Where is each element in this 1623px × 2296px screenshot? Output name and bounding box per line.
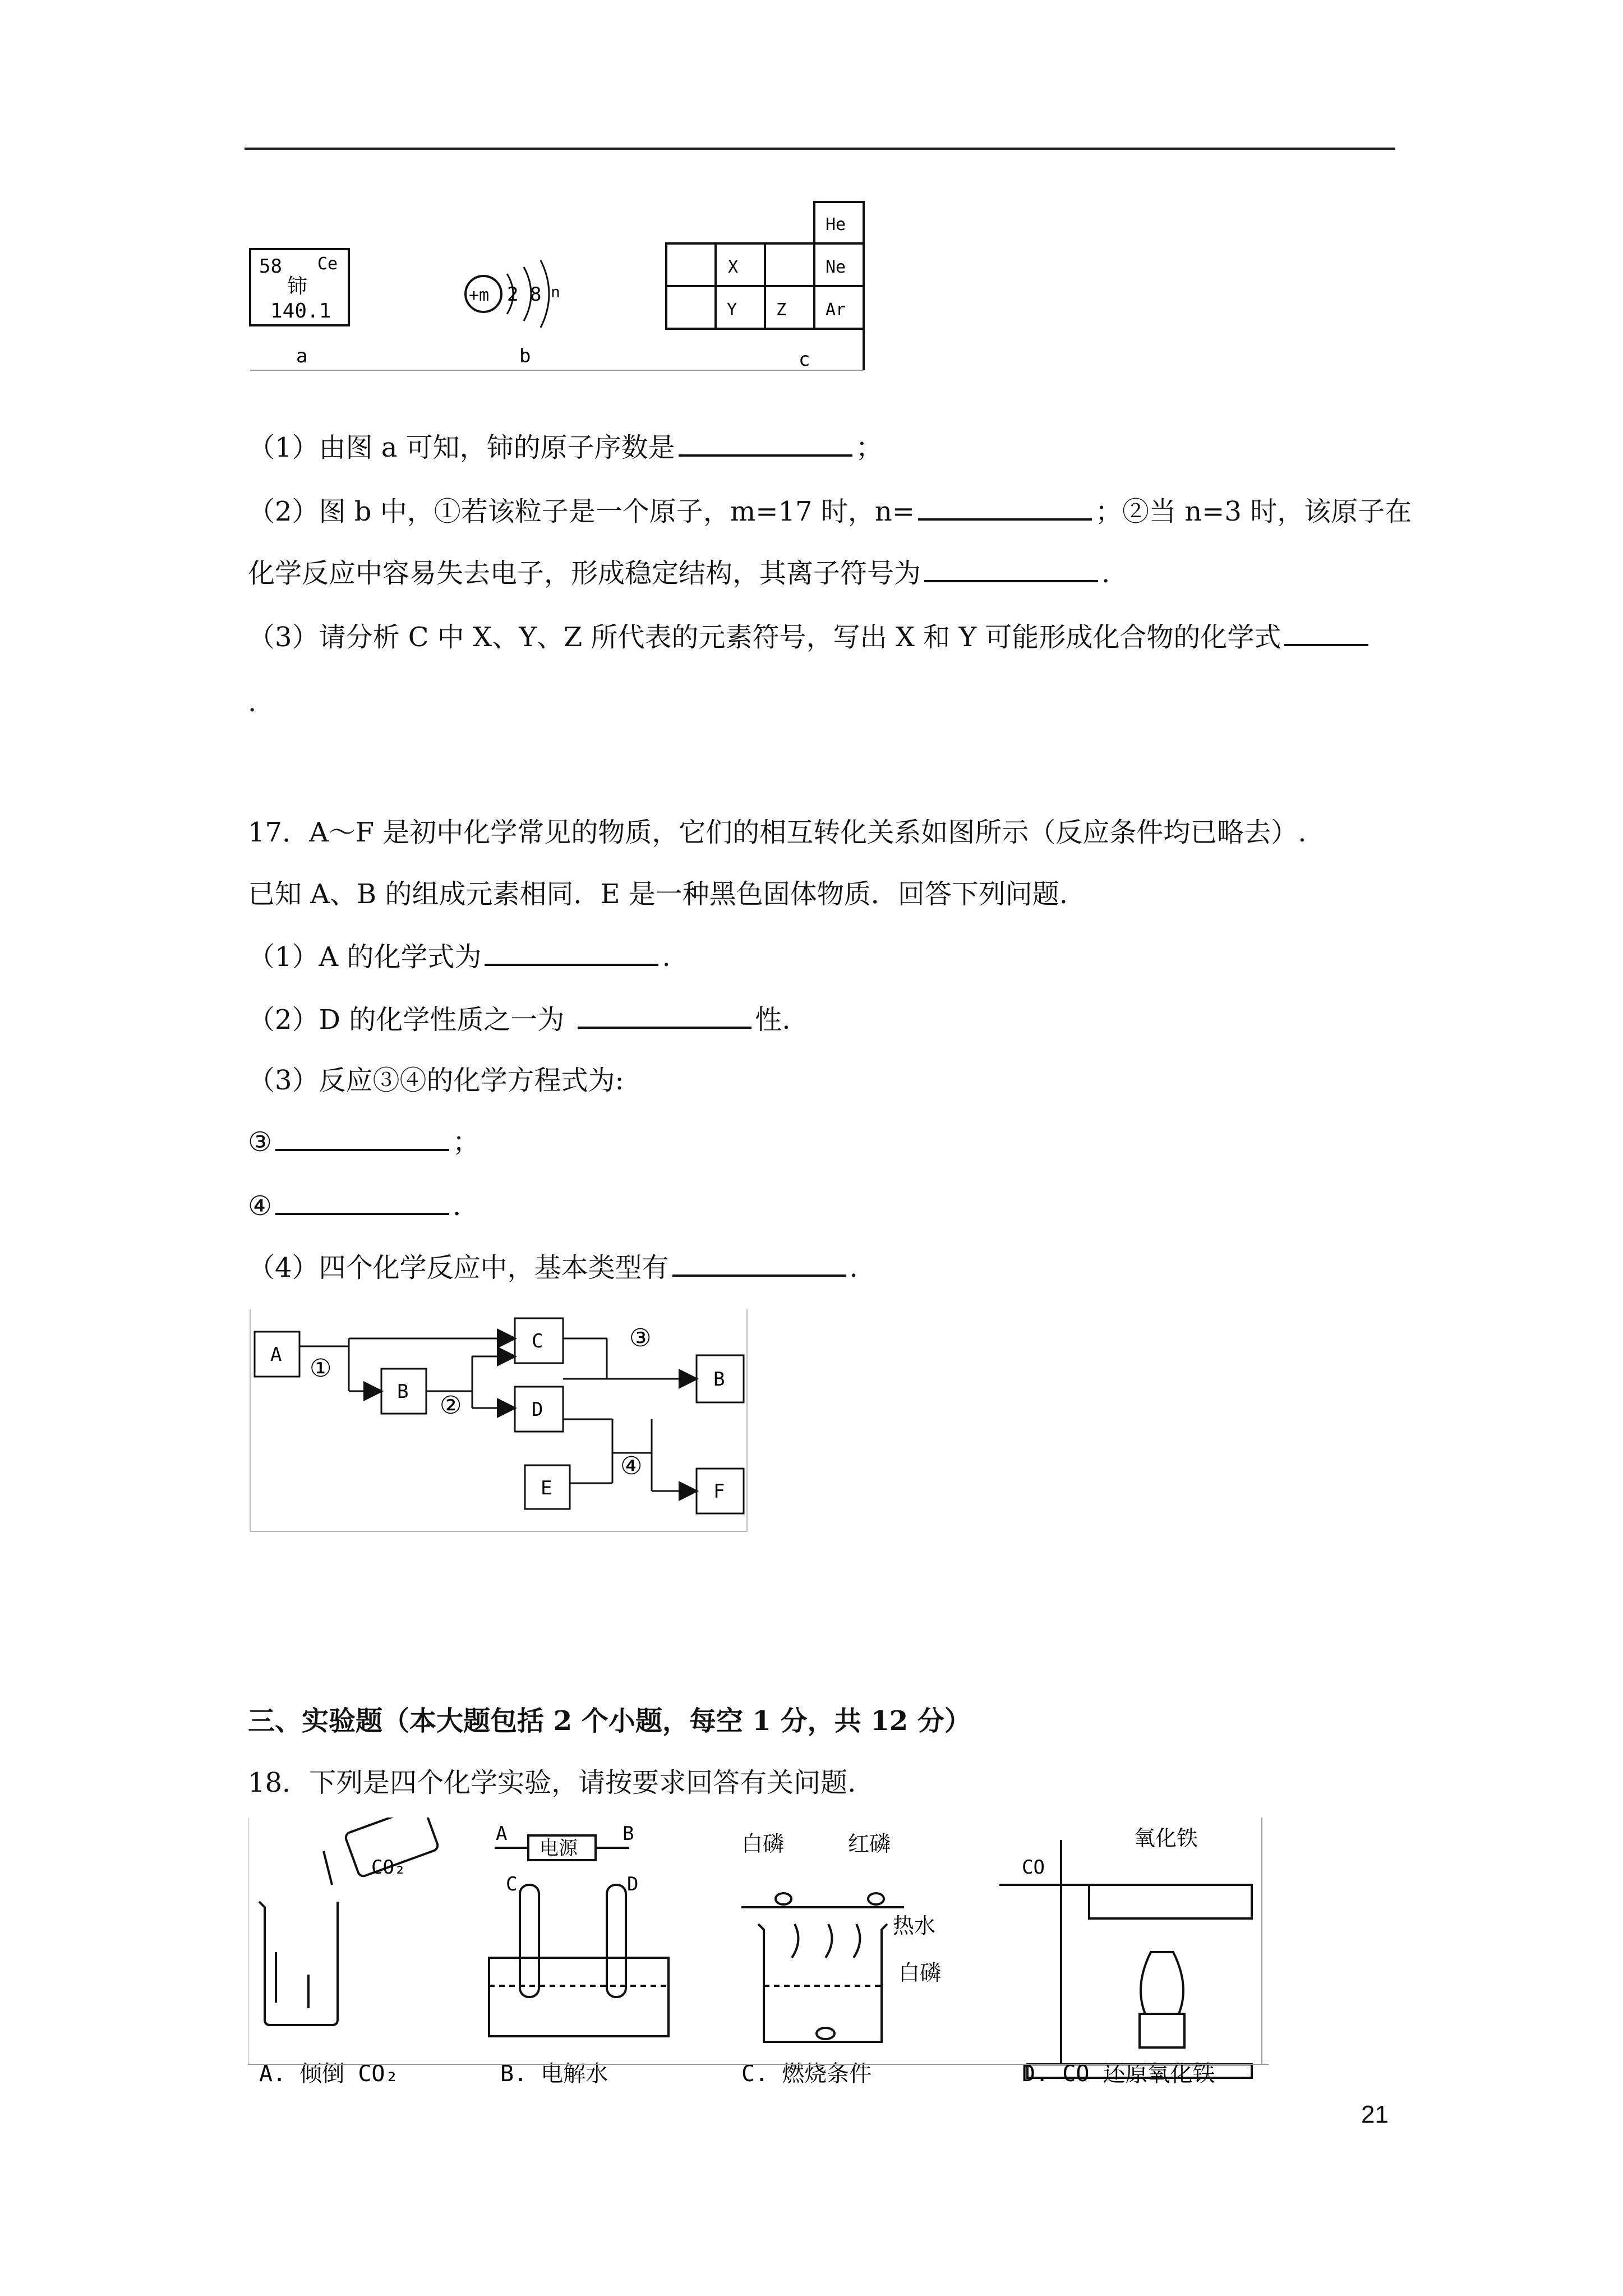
section-heading: 三、实验题（本大题包括 2 个小题，每空 1 分，共 12 分）: [248, 1705, 971, 1737]
label-c: c: [799, 348, 810, 371]
q17-stem-1: 17．A～F 是初中化学常见的物质，它们的相互转化关系如图所示（反应条件均已略去）.: [248, 817, 1307, 848]
svg-text:电源: 电源: [540, 1837, 578, 1860]
svg-text:A: A: [496, 1823, 508, 1845]
reaction-flow-diagram: [248, 1309, 753, 1534]
svg-text:D: D: [532, 1398, 543, 1421]
svg-text:B: B: [713, 1368, 725, 1391]
shell-electrons: 2 8: [507, 283, 542, 306]
element-name: 铈: [287, 275, 308, 298]
q17-part3: （3）反应③④的化学方程式为:: [248, 1065, 624, 1096]
label-a: a: [296, 345, 308, 367]
answer-blank[interactable]: [918, 494, 1092, 521]
cell-x: X: [728, 257, 739, 277]
svg-text:E: E: [541, 1477, 552, 1499]
svg-text:④: ④: [620, 1452, 643, 1480]
svg-text:热水: 热水: [893, 1913, 936, 1938]
answer-blank[interactable]: [275, 1188, 449, 1215]
answer-blank[interactable]: [485, 939, 658, 966]
cell-z: Z: [776, 300, 787, 320]
svg-text:A: A: [270, 1343, 282, 1366]
q17-part1: （1）A 的化学式为 .: [248, 939, 671, 974]
svg-text:B: B: [623, 1823, 634, 1845]
svg-text:C. 燃烧条件: C. 燃烧条件: [741, 2061, 872, 2087]
q17-part3-eq3: ③ ；: [248, 1124, 479, 1159]
svg-text:C: C: [532, 1330, 543, 1352]
q16-part3-end: .: [248, 687, 257, 718]
svg-text:白磷: 白磷: [898, 1961, 942, 1985]
svg-text:D. CO 还原氧化铁: D. CO 还原氧化铁: [1022, 2061, 1215, 2087]
figure-element-structure: [245, 196, 878, 376]
element-cell-a: [250, 249, 349, 367]
q17-stem-2: 已知 A、B 的组成元素相同．E 是一种黑色固体物质．回答下列问题.: [248, 878, 1068, 910]
answer-blank[interactable]: [924, 555, 1098, 582]
svg-text:F: F: [713, 1480, 725, 1503]
atomic-mass: 140.1: [270, 300, 331, 323]
nucleus-charge: +m: [469, 286, 490, 305]
atomic-number: 58: [259, 255, 282, 278]
svg-text:B: B: [397, 1381, 409, 1403]
svg-text:CO: CO: [1022, 1856, 1045, 1879]
label-b: b: [519, 345, 531, 367]
svg-text:A. 倾倒 CO₂: A. 倾倒 CO₂: [259, 2061, 399, 2087]
svg-text:白磷: 白磷: [741, 1832, 785, 1856]
svg-text:氧化铁: 氧化铁: [1134, 1826, 1198, 1851]
header-rule: [245, 148, 1395, 150]
q16-part2: （2）图 b 中，①若该粒子是一个原子，m=17 时，n= ；②当 n=3 时，该原子在: [248, 494, 1412, 528]
element-symbol: Ce: [317, 254, 338, 274]
svg-text:D: D: [627, 1873, 639, 1895]
cell-y: Y: [727, 300, 737, 320]
svg-text:CO₂: CO₂: [371, 1856, 406, 1879]
cell-ar: Ar: [826, 300, 846, 320]
answer-blank[interactable]: [275, 1124, 449, 1151]
answer-blank[interactable]: [679, 430, 852, 457]
q16-part1: （1）由图 a 可知，铈的原子序数是 ；: [248, 430, 883, 464]
q17-part3-eq4: ④ .: [248, 1188, 461, 1223]
svg-text:③: ③: [629, 1324, 652, 1352]
page-number: 21: [1361, 2101, 1389, 2128]
q16-part3: （3）请分析 C 中 X、Y、Z 所代表的元素符号，写出 X 和 Y 可能形成化合物的化学式: [248, 619, 1372, 654]
svg-text:C: C: [506, 1873, 518, 1895]
answer-blank[interactable]: [1284, 619, 1368, 646]
q16-part2-cont: 化学反应中容易失去电子，形成稳定结构，其离子符号为 .: [248, 555, 1110, 590]
cell-he: He: [826, 215, 846, 234]
answer-blank[interactable]: [672, 1250, 846, 1277]
svg-text:红磷: 红磷: [848, 1832, 891, 1856]
atom-structure-b: [465, 260, 560, 367]
q17-part4: （4）四个化学反应中，基本类型有 .: [248, 1250, 858, 1285]
q17-part2: （2）D 的化学性质之一为 性.: [248, 1002, 791, 1037]
svg-text:B. 电解水: B. 电解水: [500, 2061, 608, 2087]
q18-stem: 18．下列是四个化学实验，请按要求回答有关问题.: [248, 1767, 856, 1798]
answer-blank[interactable]: [578, 1002, 751, 1029]
outer-electrons: n: [551, 283, 560, 301]
cell-ne: Ne: [826, 257, 846, 277]
svg-text:②: ②: [440, 1391, 462, 1420]
svg-text:①: ①: [310, 1354, 332, 1383]
experiments-figure: [248, 1818, 1269, 2087]
